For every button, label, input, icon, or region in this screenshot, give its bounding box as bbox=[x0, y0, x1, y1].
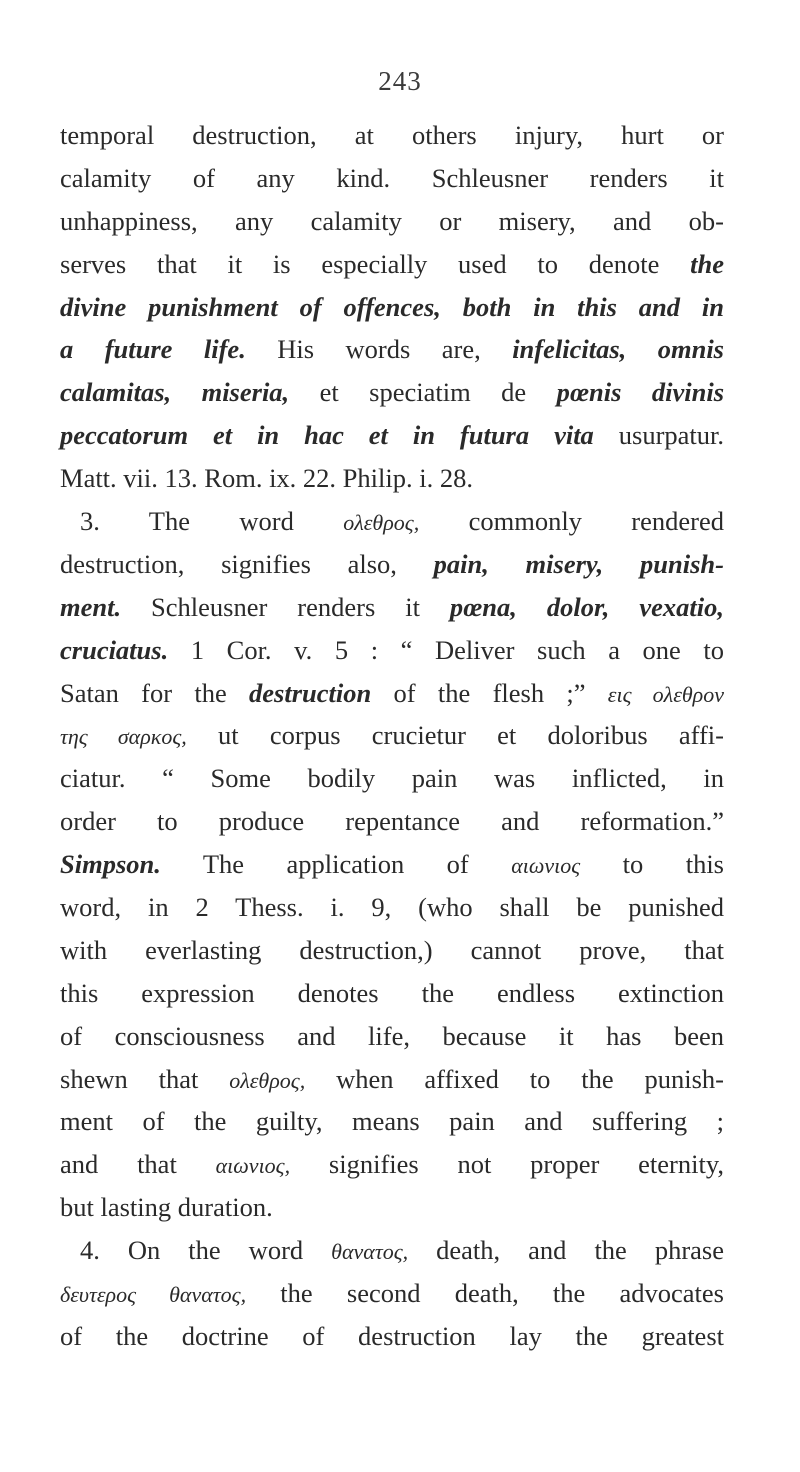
text-line bbox=[60, 500, 724, 543]
text-line bbox=[60, 328, 724, 371]
text-run: to this bbox=[580, 849, 724, 880]
page-number: 243 bbox=[378, 66, 422, 96]
text-run: shewn that bbox=[60, 1063, 230, 1094]
greek-text: θανατος, bbox=[331, 1239, 409, 1265]
text-line bbox=[60, 972, 724, 1015]
italic-text: the bbox=[690, 248, 724, 279]
text-line bbox=[60, 929, 724, 972]
text-run: of the flesh ;” bbox=[371, 677, 608, 708]
text-line bbox=[60, 371, 724, 414]
text-line bbox=[60, 157, 724, 200]
text-line bbox=[60, 800, 724, 843]
italic-text: cruciatus. bbox=[60, 634, 169, 665]
italic-text: a future life. bbox=[60, 334, 246, 365]
text-line bbox=[60, 886, 724, 929]
text-run: of the doctrine of destruction lay the greatest bbox=[60, 1320, 724, 1351]
italic-text: pœnis divinis bbox=[556, 377, 725, 408]
text-line bbox=[60, 243, 724, 286]
text-line bbox=[60, 1143, 724, 1186]
text-run: 1 Cor. v. 5 : “ Deliver such a one to bbox=[168, 634, 724, 665]
text-run: this expression denotes the endless extinction bbox=[60, 977, 724, 1008]
italic-text: ment. bbox=[60, 591, 122, 622]
text-line bbox=[60, 757, 724, 800]
greek-text: ολεθρος, bbox=[343, 510, 420, 536]
text-run: order to produce repentance and reformation.” bbox=[60, 806, 724, 837]
text-line bbox=[60, 543, 724, 586]
text-run: unhappiness, any calamity or misery, and ob- bbox=[60, 205, 724, 236]
greek-text: της σαρκος, bbox=[60, 724, 187, 750]
text-line bbox=[60, 1058, 724, 1101]
text-run: commonly rendered bbox=[419, 506, 724, 537]
text-run: 4. On the word bbox=[80, 1235, 332, 1266]
text-run: ut corpus crucietur et doloribus affi- bbox=[186, 720, 724, 751]
text-line bbox=[60, 286, 724, 329]
italic-text: calamitas, miseria, bbox=[60, 377, 290, 408]
text-line bbox=[60, 200, 724, 243]
text-line bbox=[60, 1186, 724, 1229]
text-run: ciatur. “ Some bodily pain was inflicted, in bbox=[60, 763, 724, 794]
text-run: destruction, signifies also, bbox=[60, 548, 434, 579]
text-run: temporal destruction, at others injury, hurt or bbox=[60, 120, 724, 150]
italic-text: pain, misery, punish- bbox=[433, 548, 724, 579]
italic-text: pœna, dolor, vexatio, bbox=[449, 591, 724, 622]
text-run: ment of the guilty, means pain and suffering ; bbox=[60, 1106, 724, 1137]
text-line bbox=[60, 457, 724, 500]
text-line bbox=[60, 1015, 724, 1058]
text-line bbox=[60, 714, 724, 757]
text-run: Satan for the bbox=[60, 677, 250, 708]
text-line bbox=[60, 1315, 724, 1358]
greek-text: αιωνιος, bbox=[215, 1153, 291, 1179]
italic-text: divine punishment of offences, both in this and in bbox=[60, 291, 724, 322]
text-run: when affixed to the punish- bbox=[305, 1063, 724, 1094]
text-run: with everlasting destruction,) cannot prove, that bbox=[60, 934, 724, 965]
italic-text: infelicitas, omnis bbox=[512, 334, 724, 365]
text-run: of consciousness and life, because it has been bbox=[60, 1020, 724, 1051]
text-run: signifies not proper eternity, bbox=[290, 1149, 724, 1180]
greek-text: ολεθρος, bbox=[229, 1067, 306, 1093]
text-line bbox=[60, 672, 724, 715]
text-run: calamity of any kind. Schleusner renders it bbox=[60, 162, 724, 193]
text-run: His words are, bbox=[245, 334, 513, 365]
italic-text: destruction bbox=[249, 677, 372, 708]
text-line bbox=[60, 1272, 724, 1315]
text-line bbox=[60, 1229, 724, 1272]
body-text bbox=[60, 114, 724, 1358]
text-line bbox=[60, 414, 724, 457]
text-line bbox=[60, 114, 724, 157]
text-run: Matt. vii. 13. Rom. ix. 22. Philip. i. 28. bbox=[60, 463, 473, 494]
text-run: Schleusner renders it bbox=[121, 591, 450, 622]
greek-text: αιωνιος bbox=[511, 853, 581, 879]
italic-text: peccatorum et in hac et in futura vita bbox=[60, 420, 594, 451]
text-run: serves that it is especially used to denote bbox=[60, 248, 691, 279]
text-run: but lasting duration. bbox=[60, 1192, 273, 1223]
italic-text: Simpson. bbox=[60, 849, 161, 880]
greek-text: δευτερος θανατος, bbox=[60, 1282, 247, 1308]
text-line bbox=[60, 586, 724, 629]
greek-text: εις ολεθρον bbox=[607, 681, 724, 707]
text-run: death, and the phrase bbox=[408, 1235, 724, 1266]
text-run: word, in 2 Thess. i. 9, (who shall be punished bbox=[60, 892, 724, 923]
text-line bbox=[60, 1100, 724, 1143]
text-run: 3. The word bbox=[80, 506, 344, 537]
text-run: and that bbox=[60, 1149, 216, 1180]
text-line bbox=[60, 629, 724, 672]
text-run: usurpatur. bbox=[593, 420, 725, 451]
text-run: the second death, the advocates bbox=[246, 1278, 724, 1309]
text-line bbox=[60, 843, 724, 886]
text-run: et speciatim de bbox=[289, 377, 557, 408]
text-run: The application of bbox=[160, 849, 512, 880]
